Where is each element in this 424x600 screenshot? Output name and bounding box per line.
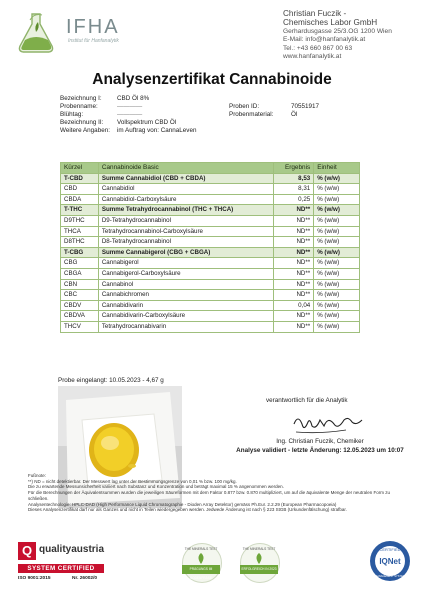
cell-code: THCA	[61, 226, 99, 237]
cell-unit: % (w/w)	[314, 194, 360, 205]
footnote-method: Analysentechnologie: HPLC-DAD (High Performance Liquid Chromatographie - Dioden Array Detektor) gemäss Ph.Eur. 2.2.29 (European Pharmacopoeia)	[28, 501, 337, 507]
logo-name: IFHA	[66, 16, 120, 38]
table-row	[61, 300, 360, 311]
quality-austria-badge	[18, 542, 104, 592]
company-address: Gerhardusgasse 25/3.OG 1200 Wien	[283, 27, 392, 35]
cell-code: CBDV	[61, 300, 99, 311]
value-probenmaterial: Öl	[291, 111, 298, 118]
cell-result: ND**	[274, 311, 314, 322]
cell-result: ND**	[274, 258, 314, 269]
quality-austria-name: qualityaustria	[39, 544, 105, 555]
company-phone: Tel.: +43 660 867 00 63	[283, 44, 353, 52]
leaf-icon	[253, 553, 265, 564]
value-bluetag: ————	[117, 111, 143, 118]
value-bezeichnung-1: CBD Öl 8%	[117, 95, 150, 102]
value-weitere-angaben: im Auftrag von: CannaLeven	[117, 127, 197, 134]
cell-result: 8,53	[274, 173, 314, 184]
cell-unit: % (w/w)	[314, 173, 360, 184]
page-title: Analysenzertifikat Cannabinoide	[92, 71, 332, 88]
cell-result: ND**	[274, 215, 314, 226]
cell-unit: % (w/w)	[314, 321, 360, 332]
cell-name: Cannabinol	[98, 279, 273, 290]
label-bezeichnung-2: Bezeichnung II:	[60, 119, 104, 126]
cell-result: ND**	[274, 237, 314, 248]
cell-result: ND**	[274, 226, 314, 237]
cell-code: T-CBG	[61, 247, 99, 258]
cell-result: ND**	[274, 205, 314, 216]
table-row	[61, 194, 360, 205]
cell-name: Cannabigerol-Carboxylsäure	[98, 268, 273, 279]
cell-name: Cannabidiol	[98, 184, 273, 195]
footnote-label: Fußnote:	[28, 473, 47, 478]
svg-text:CERTIFIED: CERTIFIED	[379, 547, 401, 552]
label-probenmaterial: Probenmaterial:	[229, 111, 274, 118]
col-header-kuerzel: Kürzel	[61, 163, 99, 174]
cell-code: D9THC	[61, 215, 99, 226]
col-header-cannabinoide: Cannabinoide Basic	[98, 163, 273, 174]
cell-result: ND**	[274, 279, 314, 290]
cell-code: CBDVA	[61, 311, 99, 322]
footnote-legal: Dieses Analysenzertifikat darf nur als Ganzes und nicht in Teilen wiedergegeben werden. Jedwede Änderung ist nach § 223 StGB (Urkundenfälschung) strafbar.	[28, 507, 347, 513]
table-row	[61, 173, 360, 184]
cell-name: Cannabidivarin-Carboxylsäure	[98, 311, 273, 322]
cell-unit: % (w/w)	[314, 247, 360, 258]
cell-code: D8THC	[61, 237, 99, 248]
cannabinoid-table-body	[61, 173, 360, 332]
cell-unit: % (w/w)	[314, 300, 360, 311]
cell-code: CBGA	[61, 268, 99, 279]
certificate-number: Nr. 26002/0	[72, 576, 98, 581]
cell-name: Summe Tetrahydrocannabinol (THC + THCA)	[98, 205, 273, 216]
cell-unit: % (w/w)	[314, 215, 360, 226]
cell-unit: % (w/w)	[314, 205, 360, 216]
cell-unit: % (w/w)	[314, 268, 360, 279]
col-header-ergebnis: Ergebnis	[274, 163, 314, 174]
cell-result: ND**	[274, 268, 314, 279]
table-row	[61, 226, 360, 237]
label-weitere-angaben: Weitere Angaben:	[60, 127, 110, 134]
company-name-2: Chemisches Labor GmbH	[283, 18, 378, 28]
cell-result: 8,31	[274, 184, 314, 195]
leaf-icon	[195, 553, 207, 564]
cell-unit: % (w/w)	[314, 290, 360, 301]
footnotes	[28, 473, 400, 513]
value-probenname: ————	[117, 103, 143, 110]
system-certified-bar: SYSTEM CERTIFIED	[18, 564, 104, 573]
signer-block	[230, 438, 410, 455]
table-row	[61, 268, 360, 279]
table-row	[61, 215, 360, 226]
table-row	[61, 311, 360, 322]
validation-note: Analyse validiert - letzte Änderung: 12.05.2023 um 10:07	[236, 446, 404, 454]
company-address-block	[283, 9, 418, 61]
cell-code: CBC	[61, 290, 99, 301]
table-row	[61, 279, 360, 290]
cell-name: Summe Cannabigerol (CBG + CBGA)	[98, 247, 273, 258]
iqnet-certified-seal	[369, 540, 411, 582]
cell-name: Tetrahydrocannabivarin	[98, 321, 273, 332]
svg-text:MANAGEMENT SYSTEM: MANAGEMENT SYSTEM	[375, 575, 405, 578]
cell-result: 0,25	[274, 194, 314, 205]
table-row	[61, 258, 360, 269]
company-website: www.hanfanalytik.at	[283, 53, 342, 61]
table-row	[61, 205, 360, 216]
minerals-test-badge-1: THE MINERALS TEST PRÄGUNGS IM BODENFRÄSE	[182, 543, 220, 581]
footnote-uncertainty: Die zu erwartende Messunsicherheit variiert nach Substanz und Konzentration und beträgt maximal 15 % angenommen werden.	[28, 484, 284, 490]
cell-result: ND**	[274, 290, 314, 301]
iqnet-name: IQNet	[379, 557, 401, 566]
label-bezeichnung-1: Bezeichnung I:	[60, 95, 102, 102]
cell-name: Summe Cannabidiol (CBD + CBDA)	[98, 173, 273, 184]
cell-result: 0,04	[274, 300, 314, 311]
cell-unit: % (w/w)	[314, 258, 360, 269]
sample-received: Probe eingelangt: 10.05.2023 - 4,67 g	[58, 377, 164, 384]
table-row	[61, 237, 360, 248]
table-row	[61, 247, 360, 258]
responsible-label: verantwortlich für die Analytik	[266, 397, 348, 404]
col-header-einheit: Einheit	[314, 163, 360, 174]
cell-name: D8-Tetrahydrocannabinol	[98, 237, 273, 248]
cell-code: CBN	[61, 279, 99, 290]
label-bluetag: Blühtag:	[60, 111, 84, 118]
cell-result: ND**	[274, 321, 314, 332]
logo-tagline: Institut für Hanfanalytik	[68, 38, 119, 44]
cell-code: THCV	[61, 321, 99, 332]
label-probenname: Probenname:	[60, 103, 98, 110]
cell-code: CBG	[61, 258, 99, 269]
cell-unit: % (w/w)	[314, 311, 360, 322]
cell-name: Cannabigerol	[98, 258, 273, 269]
footnote-calculation: Für die Berechnungen der Äquivalentsummen wurden die jeweiligen Säureformen mit dem Faktor 0.877 bzw. 0.870 multipliziert, um auf die äquivalente Menge der neutralen Form zu schließen.	[28, 490, 390, 501]
cell-name: Cannabidivarin	[98, 300, 273, 311]
company-email: E-Mail: info@hanfanalytik.at	[283, 36, 366, 44]
cell-code: T-THC	[61, 205, 99, 216]
signer-name: Ing. Christian Fuczik, Chemiker	[276, 438, 364, 445]
cell-unit: % (w/w)	[314, 226, 360, 237]
iso-standard: ISO 9001:2015	[18, 576, 51, 581]
quality-austria-q-icon: Q	[18, 542, 36, 560]
cell-code: CBD	[61, 184, 99, 195]
company-name: Christian Fuczik -	[283, 9, 347, 18]
cell-code: T-CBD	[61, 173, 99, 184]
minerals-test-badge-2: THE MINERALS TEST ERFOLGREICH IN 2023	[240, 543, 278, 581]
ifha-flask-logo	[16, 12, 62, 54]
footnote-nd: **) ND = nicht detektierbar. Der Messwert lag unter der Bestimmungsgrenze von 0,01 % bzw. 100 mg/kg.	[28, 478, 237, 484]
cell-unit: % (w/w)	[314, 279, 360, 290]
value-bezeichnung-2: Vollspektrum CBD Öl	[117, 119, 177, 126]
cell-unit: % (w/w)	[314, 237, 360, 248]
table-row	[61, 290, 360, 301]
cell-name: Tetrahydrocannabinol-Carboxylsäure	[98, 226, 273, 237]
cannabinoid-table	[60, 162, 360, 333]
cell-result: ND**	[274, 247, 314, 258]
table-header-row	[61, 163, 360, 174]
cell-unit: % (w/w)	[314, 184, 360, 195]
table-row	[61, 321, 360, 332]
cell-name: Cannabidiol-Carboxylsäure	[98, 194, 273, 205]
cell-code: CBDA	[61, 194, 99, 205]
value-proben-id: 70551917	[291, 103, 320, 110]
table-row	[61, 184, 360, 195]
label-proben-id: Proben ID:	[229, 103, 260, 110]
cell-name: Cannabichromen	[98, 290, 273, 301]
cell-name: D9-Tetrahydrocannabinol	[98, 215, 273, 226]
handwritten-signature	[290, 410, 366, 440]
